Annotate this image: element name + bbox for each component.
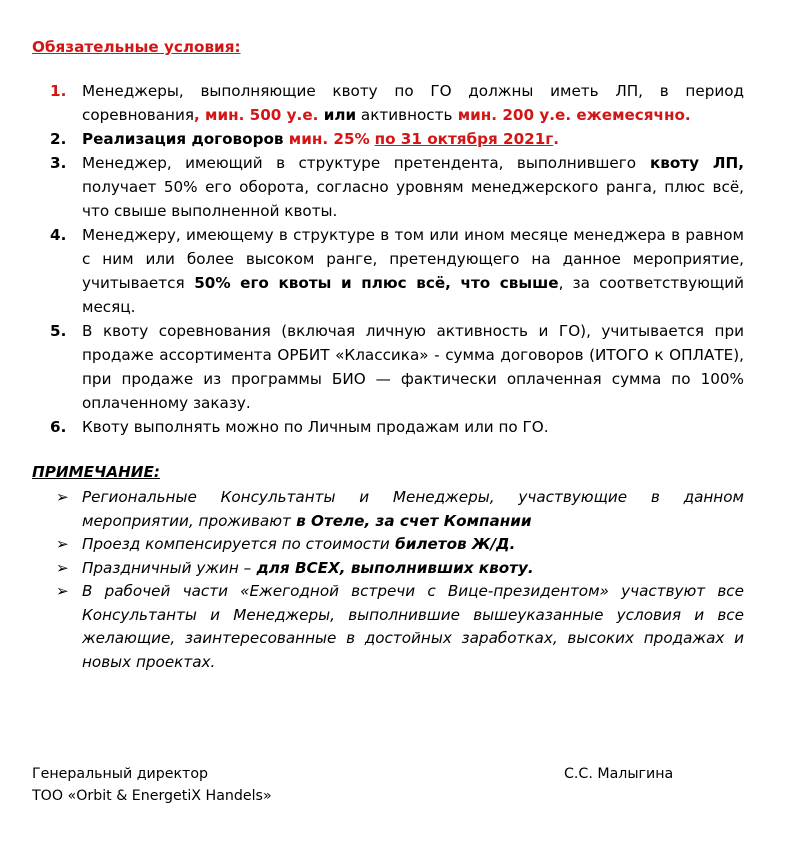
note-text: Праздничный ужин –	[82, 558, 252, 577]
condition-number: 3.	[50, 154, 67, 172]
condition-text: Квоту выполнять можно по Личным продажам или по ГО.	[82, 418, 549, 436]
condition-text: Менеджеру, имеющему в структуре в том или ином месяце менеджера в равном с ним или более высоком ранге, претендующего на данное мероприятие, учитывается	[82, 226, 744, 292]
condition-text: активность	[356, 106, 453, 124]
conditions-list	[50, 79, 744, 439]
signatory-name: С.С. Малыгина	[564, 766, 674, 782]
note-emphasis: для ВСЕХ, выполнивших квоту.	[251, 558, 534, 577]
condition-item-3	[50, 151, 744, 223]
note-item	[50, 533, 744, 557]
condition-min-amount: , мин. 500 у.е.	[194, 106, 319, 124]
condition-number: 1.	[50, 82, 67, 100]
condition-item-6	[50, 415, 744, 439]
signatory-position: Генеральный директор	[32, 766, 209, 782]
condition-item-4	[50, 223, 744, 319]
condition-text: Менеджеры, выполняющие квоту по ГО должны иметь ЛП, в период соревнования	[82, 82, 744, 124]
condition-number: 5.	[50, 322, 67, 340]
company-name: ТОО «Orbit & EnergetiX Handels»	[32, 788, 272, 804]
condition-text: Реализация договоров	[82, 130, 284, 148]
condition-min-percent: мин. 25%	[283, 130, 370, 148]
signature-block	[32, 763, 272, 807]
arrow-bullet-icon: ➢	[56, 535, 69, 553]
condition-number: 6.	[50, 418, 67, 436]
condition-item-2	[50, 127, 744, 151]
note-text: В рабочей части «Ежегодной встречи с Вице-президентом» участвуют все Консультанты и Менеджеры, выполнившие вышеуказанные условия и все желающие, заинтересованные в достойных заработках, высоких продажах и новых проектах.	[82, 582, 744, 671]
condition-number: 4.	[50, 226, 67, 244]
condition-or: или	[318, 106, 357, 124]
arrow-bullet-icon: ➢	[56, 488, 69, 506]
note-emphasis: билетов Ж/Д.	[389, 535, 516, 553]
arrow-bullet-icon: ➢	[56, 558, 69, 577]
note-text: Региональные Консультанты и Менеджеры, участвующие в данном мероприятии, проживают	[82, 488, 744, 530]
condition-text: , за соответствующий месяц.	[82, 274, 744, 316]
notes-list	[50, 486, 744, 674]
note-emphasis: в Отеле, за счет Компании	[290, 511, 532, 530]
arrow-bullet-icon: ➢	[56, 582, 69, 600]
note-item	[50, 557, 744, 581]
condition-monthly-activity: мин. 200 у.е. ежемесячно.	[452, 106, 691, 124]
condition-number: 2.	[50, 130, 67, 148]
condition-period: .	[553, 130, 560, 148]
note-item	[50, 580, 744, 674]
condition-text: получает 50% его оборота, согласно уровням менеджерского ранга, плюс всё, что свыше выполненной квоты.	[82, 178, 744, 220]
condition-text: В квоту соревнования (включая личную активность и ГО), учитывается при продаже ассортимента ОРБИТ «Классика» - сумма договоров (ИТОГО к ОПЛАТЕ), при продаже из программы БИО — фактически оплаченная сумма по 100% оплаченному заказу.	[82, 322, 744, 412]
note-text: Проезд компенсируется по стоимости	[82, 535, 390, 553]
condition-half-quota: 50% его квоты и плюс всё, что свыше	[184, 274, 559, 292]
condition-quota-lp: квоту ЛП,	[636, 154, 744, 172]
section-heading-requirements: Обязательные условия:	[32, 38, 241, 56]
condition-text: Менеджер, имеющий в структуре претендента, выполнившего	[82, 154, 637, 172]
note-item	[50, 486, 744, 533]
condition-deadline: по 31 октября 2021г	[374, 130, 554, 148]
note-heading: ПРИМЕЧАНИЕ:	[32, 463, 160, 481]
condition-item-1	[50, 79, 744, 127]
condition-item-5	[50, 319, 744, 415]
